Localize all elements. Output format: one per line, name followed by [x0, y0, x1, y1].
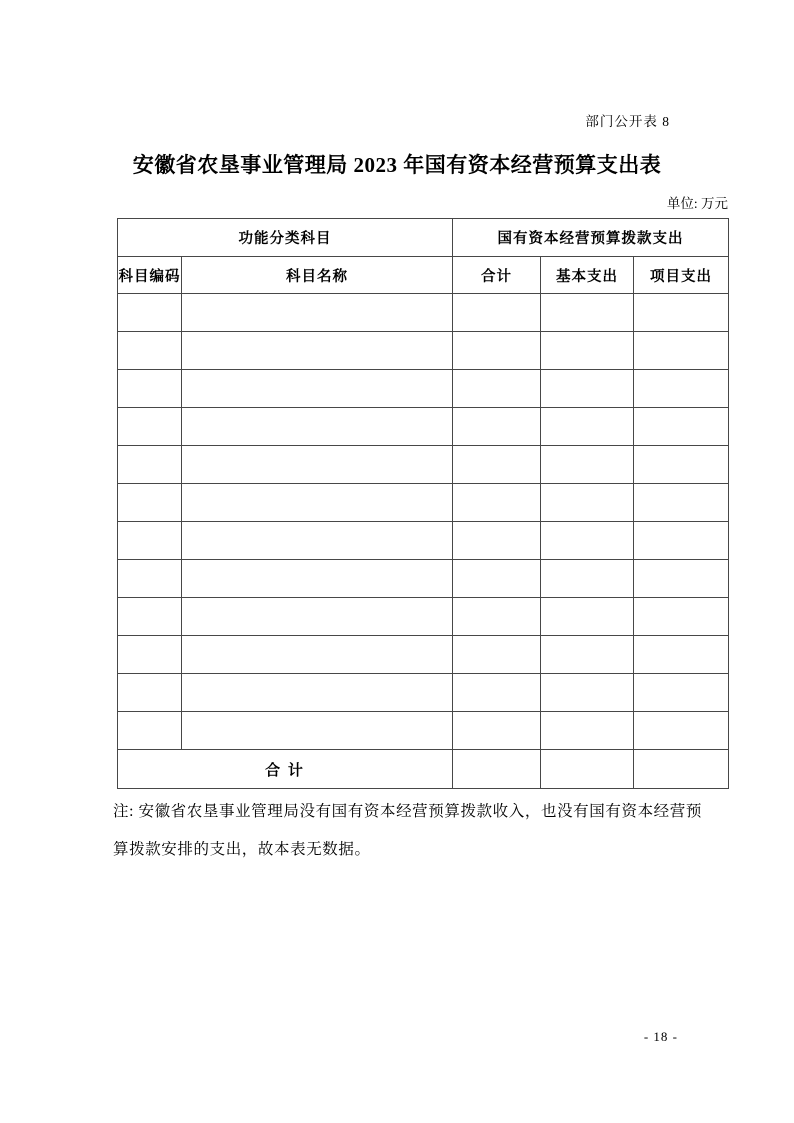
- page-title: 安徽省农垦事业管理局 2023 年国有资本经营预算支出表: [132, 153, 662, 177]
- table-row: [118, 484, 729, 522]
- empty-cell: [634, 636, 729, 674]
- empty-cell: [453, 370, 541, 408]
- empty-cell: [118, 370, 182, 408]
- empty-cell: [453, 332, 541, 370]
- empty-cell: [634, 560, 729, 598]
- total-row-label: 合 计: [118, 750, 453, 789]
- unit-label: 单位: 万元: [666, 196, 728, 211]
- column-header-row: [118, 257, 729, 294]
- empty-cell: [118, 332, 182, 370]
- empty-cell: [541, 370, 634, 408]
- header-group-row: [118, 219, 729, 257]
- empty-cell: [182, 598, 453, 636]
- empty-cell: [118, 408, 182, 446]
- empty-cell: [634, 446, 729, 484]
- empty-cell: [541, 484, 634, 522]
- empty-cell: [541, 598, 634, 636]
- empty-cell: [634, 332, 729, 370]
- empty-cell: [118, 674, 182, 712]
- empty-cell: [182, 446, 453, 484]
- col-header-basic-expenditure: 基本支出: [541, 257, 634, 294]
- empty-cell: [118, 522, 182, 560]
- table-row: [118, 522, 729, 560]
- empty-cell: [634, 674, 729, 712]
- empty-cell: [634, 484, 729, 522]
- col-header-project-expenditure: 项目支出: [634, 257, 729, 294]
- table-row: [118, 712, 729, 750]
- empty-cell: [541, 522, 634, 560]
- empty-cell: [182, 636, 453, 674]
- empty-cell: [634, 522, 729, 560]
- empty-cell: [453, 598, 541, 636]
- total-cell-total: [453, 750, 541, 789]
- budget-table: [117, 218, 729, 789]
- empty-cell: [634, 370, 729, 408]
- empty-cell: [182, 522, 453, 560]
- empty-cell: [541, 446, 634, 484]
- total-cell-basic: [541, 750, 634, 789]
- table-row: [118, 446, 729, 484]
- empty-cell: [182, 332, 453, 370]
- empty-cell: [182, 484, 453, 522]
- empty-cell: [118, 446, 182, 484]
- empty-cell: [118, 560, 182, 598]
- col-header-subject-code: 科目编码: [118, 257, 182, 294]
- corner-table-label: 部门公开表 8: [585, 114, 670, 129]
- empty-cell: [118, 484, 182, 522]
- table-row: [118, 294, 729, 332]
- empty-cell: [182, 294, 453, 332]
- empty-cell: [182, 712, 453, 750]
- footnote-line-2: 算拨款安排的支出，故本表无数据。: [113, 841, 371, 858]
- empty-cell: [541, 712, 634, 750]
- empty-cell: [541, 332, 634, 370]
- table-row: [118, 560, 729, 598]
- empty-cell: [453, 522, 541, 560]
- empty-cell: [541, 294, 634, 332]
- empty-cell: [182, 560, 453, 598]
- col-header-total: 合计: [453, 257, 541, 294]
- table-row: [118, 370, 729, 408]
- table-row: [118, 674, 729, 712]
- empty-cell: [118, 636, 182, 674]
- empty-cell: [182, 370, 453, 408]
- header-state-capital-budget-expenditure: 国有资本经营预算拨款支出: [453, 219, 729, 257]
- table-row: [118, 598, 729, 636]
- empty-cell: [541, 674, 634, 712]
- empty-cell: [634, 712, 729, 750]
- empty-cell: [118, 712, 182, 750]
- footnote-line-1: 注: 安徽省农垦事业管理局没有国有资本经营预算拨款收入，也没有国有资本经营预: [113, 803, 702, 820]
- empty-cell: [634, 294, 729, 332]
- empty-cell: [541, 408, 634, 446]
- footnote: [113, 793, 737, 869]
- empty-cell: [182, 408, 453, 446]
- empty-cell: [118, 294, 182, 332]
- table-row: [118, 332, 729, 370]
- empty-cell: [453, 674, 541, 712]
- table-body: [118, 294, 729, 750]
- empty-cell: [634, 598, 729, 636]
- empty-cell: [453, 408, 541, 446]
- total-row: [118, 750, 729, 789]
- empty-cell: [453, 712, 541, 750]
- empty-cell: [118, 598, 182, 636]
- table-row: [118, 636, 729, 674]
- total-cell-project: [634, 750, 729, 789]
- empty-cell: [634, 408, 729, 446]
- table-footer: [118, 750, 729, 789]
- empty-cell: [453, 484, 541, 522]
- empty-cell: [453, 560, 541, 598]
- header-functional-classification: 功能分类科目: [118, 219, 453, 257]
- table-header: [118, 219, 729, 294]
- empty-cell: [453, 446, 541, 484]
- col-header-subject-name: 科目名称: [182, 257, 453, 294]
- empty-cell: [453, 636, 541, 674]
- empty-cell: [182, 674, 453, 712]
- empty-cell: [541, 560, 634, 598]
- empty-cell: [453, 294, 541, 332]
- table-row: [118, 408, 729, 446]
- page-number: - 18 -: [643, 1029, 678, 1044]
- empty-cell: [541, 636, 634, 674]
